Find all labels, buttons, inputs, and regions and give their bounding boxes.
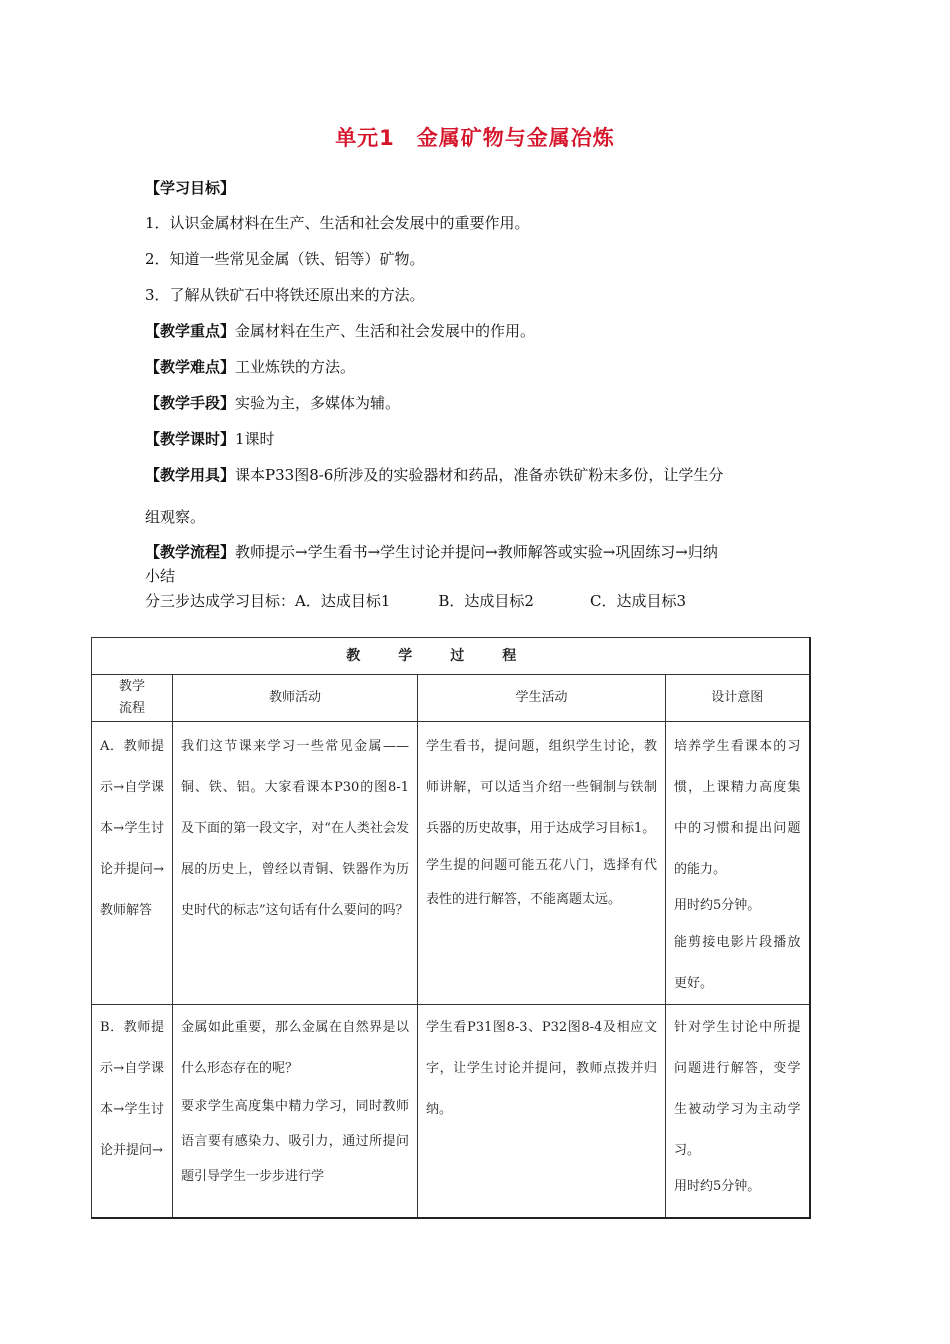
row-a-flow — [92, 722, 173, 1005]
row-b-student-text: 学生看P31图8-3、P32图8-4及相应文字，让学生讨论并提问，教师点拨并归纳。 — [426, 1020, 657, 1117]
objective-1: 1．认识金属材料在生产、生活和社会发展中的重要作用。 — [145, 214, 530, 232]
col-design-header: 设计意图 — [666, 675, 810, 722]
row-a-design — [666, 722, 810, 1005]
table-row — [92, 1005, 810, 1219]
objectives-label: 【学习目标】 — [145, 179, 236, 197]
row-b-teacher-text-1: 金属如此重要，那么金属在自然界是以什么形态存在的呢？ — [181, 1020, 409, 1076]
row-b-design-text-2: 用时约5分钟。 — [674, 1179, 761, 1194]
step-c: C．达成目标3 — [589, 592, 687, 610]
row-b-teacher-text-2: 要求学生高度集中精力学习，同时教师语言要有感染力、吸引力，通过所提问题引导学生一步步进行学 — [181, 1099, 409, 1184]
row-b-flow-text: B．教师提示→自学课本→学生讨论并提问→ — [100, 1020, 164, 1158]
col-flow-header-line2: 流程 — [118, 701, 145, 716]
col-student-header: 学生活动 — [418, 675, 666, 722]
col-flow-header-line1: 教学 — [118, 679, 145, 694]
objective-3: 3．了解从铁矿石中将铁还原出来的方法。 — [145, 286, 425, 304]
key-point-label: 【教学重点】 — [145, 322, 236, 340]
key-point-text: 金属材料在生产、生活和社会发展中的作用。 — [235, 322, 536, 340]
difficulty — [145, 356, 355, 378]
means-text: 实验为主，多媒体为辅。 — [235, 394, 401, 412]
tools-continued: 组观察。 — [145, 508, 206, 526]
flow — [145, 541, 718, 563]
step-a: A．达成目标1 — [295, 592, 391, 610]
flow-label: 【教学流程】 — [145, 543, 236, 561]
col-flow-header — [92, 675, 173, 722]
means — [145, 392, 400, 414]
table-header: 教学过程 — [92, 638, 810, 675]
row-a-flow-text: A．教师提示→自学课本→学生讨论并提问→教师解答 — [100, 739, 164, 918]
row-a-design-text-3: 能剪接电影片段播放更好。 — [674, 935, 801, 991]
row-b-teacher — [173, 1005, 418, 1219]
table-row — [92, 722, 810, 1005]
steps-lead: 分三步达成学习目标： — [145, 592, 296, 610]
row-b-student — [418, 1005, 666, 1219]
means-label: 【教学手段】 — [145, 394, 236, 412]
row-a-design-text-2: 用时约5分钟。 — [674, 898, 761, 913]
key-point — [145, 320, 535, 342]
tools-text: 课本P33图8-6所涉及的实验器材和药品，准备赤铁矿粉末多份，让学生分 — [235, 466, 724, 484]
row-a-student — [418, 722, 666, 1005]
flow-continued: 小结 — [145, 567, 176, 585]
col-teacher-header: 教师活动 — [173, 675, 418, 722]
teaching-process-table — [91, 637, 811, 1219]
flow-text: 教师提示→学生看书→学生讨论并提问→教师解答或实验→巩固练习→归纳 — [235, 543, 718, 561]
objective-2: 2．知道一些常见金属（铁、铝等）矿物。 — [145, 250, 425, 268]
objectives-heading — [145, 177, 235, 199]
page-title: 单元1 金属矿物与金属冶炼 — [335, 126, 615, 150]
tools — [145, 464, 723, 486]
row-b-design-text-1: 针对学生讨论中所提问题进行解答，变学生被动学习为主动学习。 — [674, 1020, 801, 1158]
row-a-student-text-2: 学生提的问题可能五花八门，选择有代表性的进行解答，不能离题太远。 — [426, 858, 657, 907]
row-a-student-text-1: 学生看书，提问题，组织学生讨论，教师讲解，可以适当介绍一些铜制与铁制兵器的历史故事，用于达成学习目标1。 — [426, 739, 657, 836]
step-b: B．达成目标2 — [438, 592, 534, 610]
difficulty-label: 【教学难点】 — [145, 358, 236, 376]
hours-label: 【教学课时】 — [145, 430, 236, 448]
row-a-teacher-text: 我们这节课来学习一些常见金属——铜、铁、铝。大家看课本P30的图8-1及下面的第一段文字，对“在人类社会发展的历史上，曾经以青铜、铁器作为历史时代的标志”这句话有什么要问的吗？ — [181, 739, 409, 918]
difficulty-text: 工业炼铁的方法。 — [235, 358, 356, 376]
hours — [145, 428, 275, 450]
row-a-teacher — [173, 722, 418, 1005]
row-b-flow — [92, 1005, 173, 1219]
steps — [145, 590, 686, 612]
row-a-design-text-1: 培养学生看课本的习惯，上课精力高度集中的习惯和提出问题的能力。 — [674, 739, 801, 877]
hours-text: 1课时 — [235, 430, 275, 448]
row-b-design — [666, 1005, 810, 1219]
tools-label: 【教学用具】 — [145, 466, 236, 484]
